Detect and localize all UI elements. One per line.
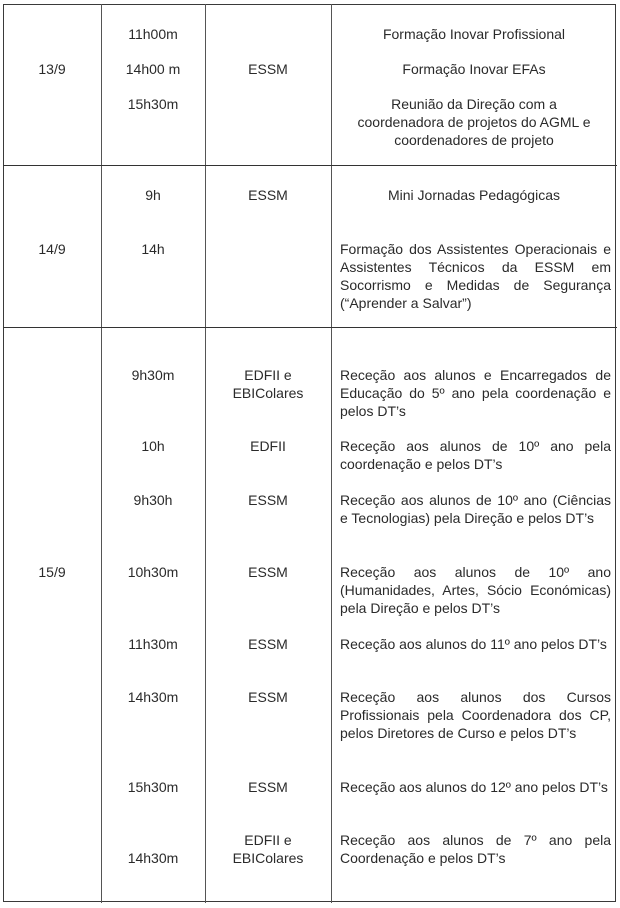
time-cell: 11h00m (128, 26, 178, 42)
activity-cell: Receção aos alunos de 7º ano pela Coordenação e pelos DT’s (340, 832, 611, 866)
activity-cell: Receção aos alunos do 12º ano pelos DT’s (340, 779, 608, 795)
activity-cell: Receção aos alunos de 10º ano (Humanidades, Artes, Sócio Económicas) pela Direção e pelos DT’s (340, 564, 611, 616)
location-cell: ESSM (248, 187, 288, 203)
location-cell: EDFII (250, 438, 286, 454)
location-cell: ESSM (248, 61, 288, 77)
location-cell: EBIColares (232, 850, 304, 866)
activity-cell: Receção aos alunos dos Cursos Profissionais pela Coordenadora dos CP, pelos Diretores de Curso e pelos DT’s (340, 689, 611, 741)
location-cell: ESSM (248, 779, 288, 795)
activity-cell: Mini Jornadas Pedagógicas (388, 187, 560, 203)
location-cell: ESSM (248, 636, 288, 652)
time-cell: 10h30m (127, 564, 179, 580)
activity-cell: Receção aos alunos e Encarregados de Educação do 5º ano pela coordenação e pelos DT’s (340, 367, 611, 419)
location-cell: ESSM (248, 492, 288, 508)
time-cell: 15h30m (127, 96, 179, 112)
activity-cell: Formação Inovar Profissional (382, 26, 566, 42)
date-cell: 15/9 (38, 564, 66, 580)
row-divider (3, 327, 617, 328)
activity-cell: Reunião da Direção com a (391, 96, 557, 112)
time-cell: 9h30m (131, 367, 175, 383)
location-cell: ESSM (248, 689, 288, 705)
activity-cell: Formação dos Assistentes Operacionais e Assistentes Técnicos da ESSM em Socorrismo e Medidas de Segurança (“Aprender a Salvar”) (340, 241, 611, 311)
time-cell: 9h (145, 187, 161, 203)
activity-cell: coordenadores de projeto (394, 132, 554, 148)
date-cell: 14/9 (38, 241, 66, 257)
time-cell: 14h00 m (125, 61, 181, 77)
activity-cell: Receção aos alunos de 10º ano (Ciências e Tecnologias) pela Direção e pelos DT’s (340, 492, 611, 526)
time-cell: 14h30m (127, 689, 179, 705)
location-cell: ESSM (248, 564, 288, 580)
location-cell: EBIColares (232, 385, 304, 401)
time-cell: 15h30m (127, 779, 179, 795)
time-cell: 10h (141, 438, 165, 454)
activity-cell: Receção aos alunos do 11º ano pelos DT’s (340, 636, 607, 652)
time-cell: 14h30m (127, 850, 179, 866)
date-cell: 13/9 (38, 61, 66, 77)
row-divider (3, 165, 617, 166)
activity-cell: Receção aos alunos de 10º ano pela coordenação e pelos DT’s (340, 438, 611, 472)
time-cell: 14h (141, 241, 165, 257)
activity-cell: Formação Inovar EFAs (402, 61, 546, 77)
time-cell: 9h30h (133, 492, 173, 508)
time-cell: 11h30m (128, 636, 178, 652)
location-cell: EDFII e (244, 367, 292, 383)
activity-cell: coordenadora de projetos do AGML e (357, 114, 591, 130)
location-cell: EDFII e (244, 832, 292, 848)
